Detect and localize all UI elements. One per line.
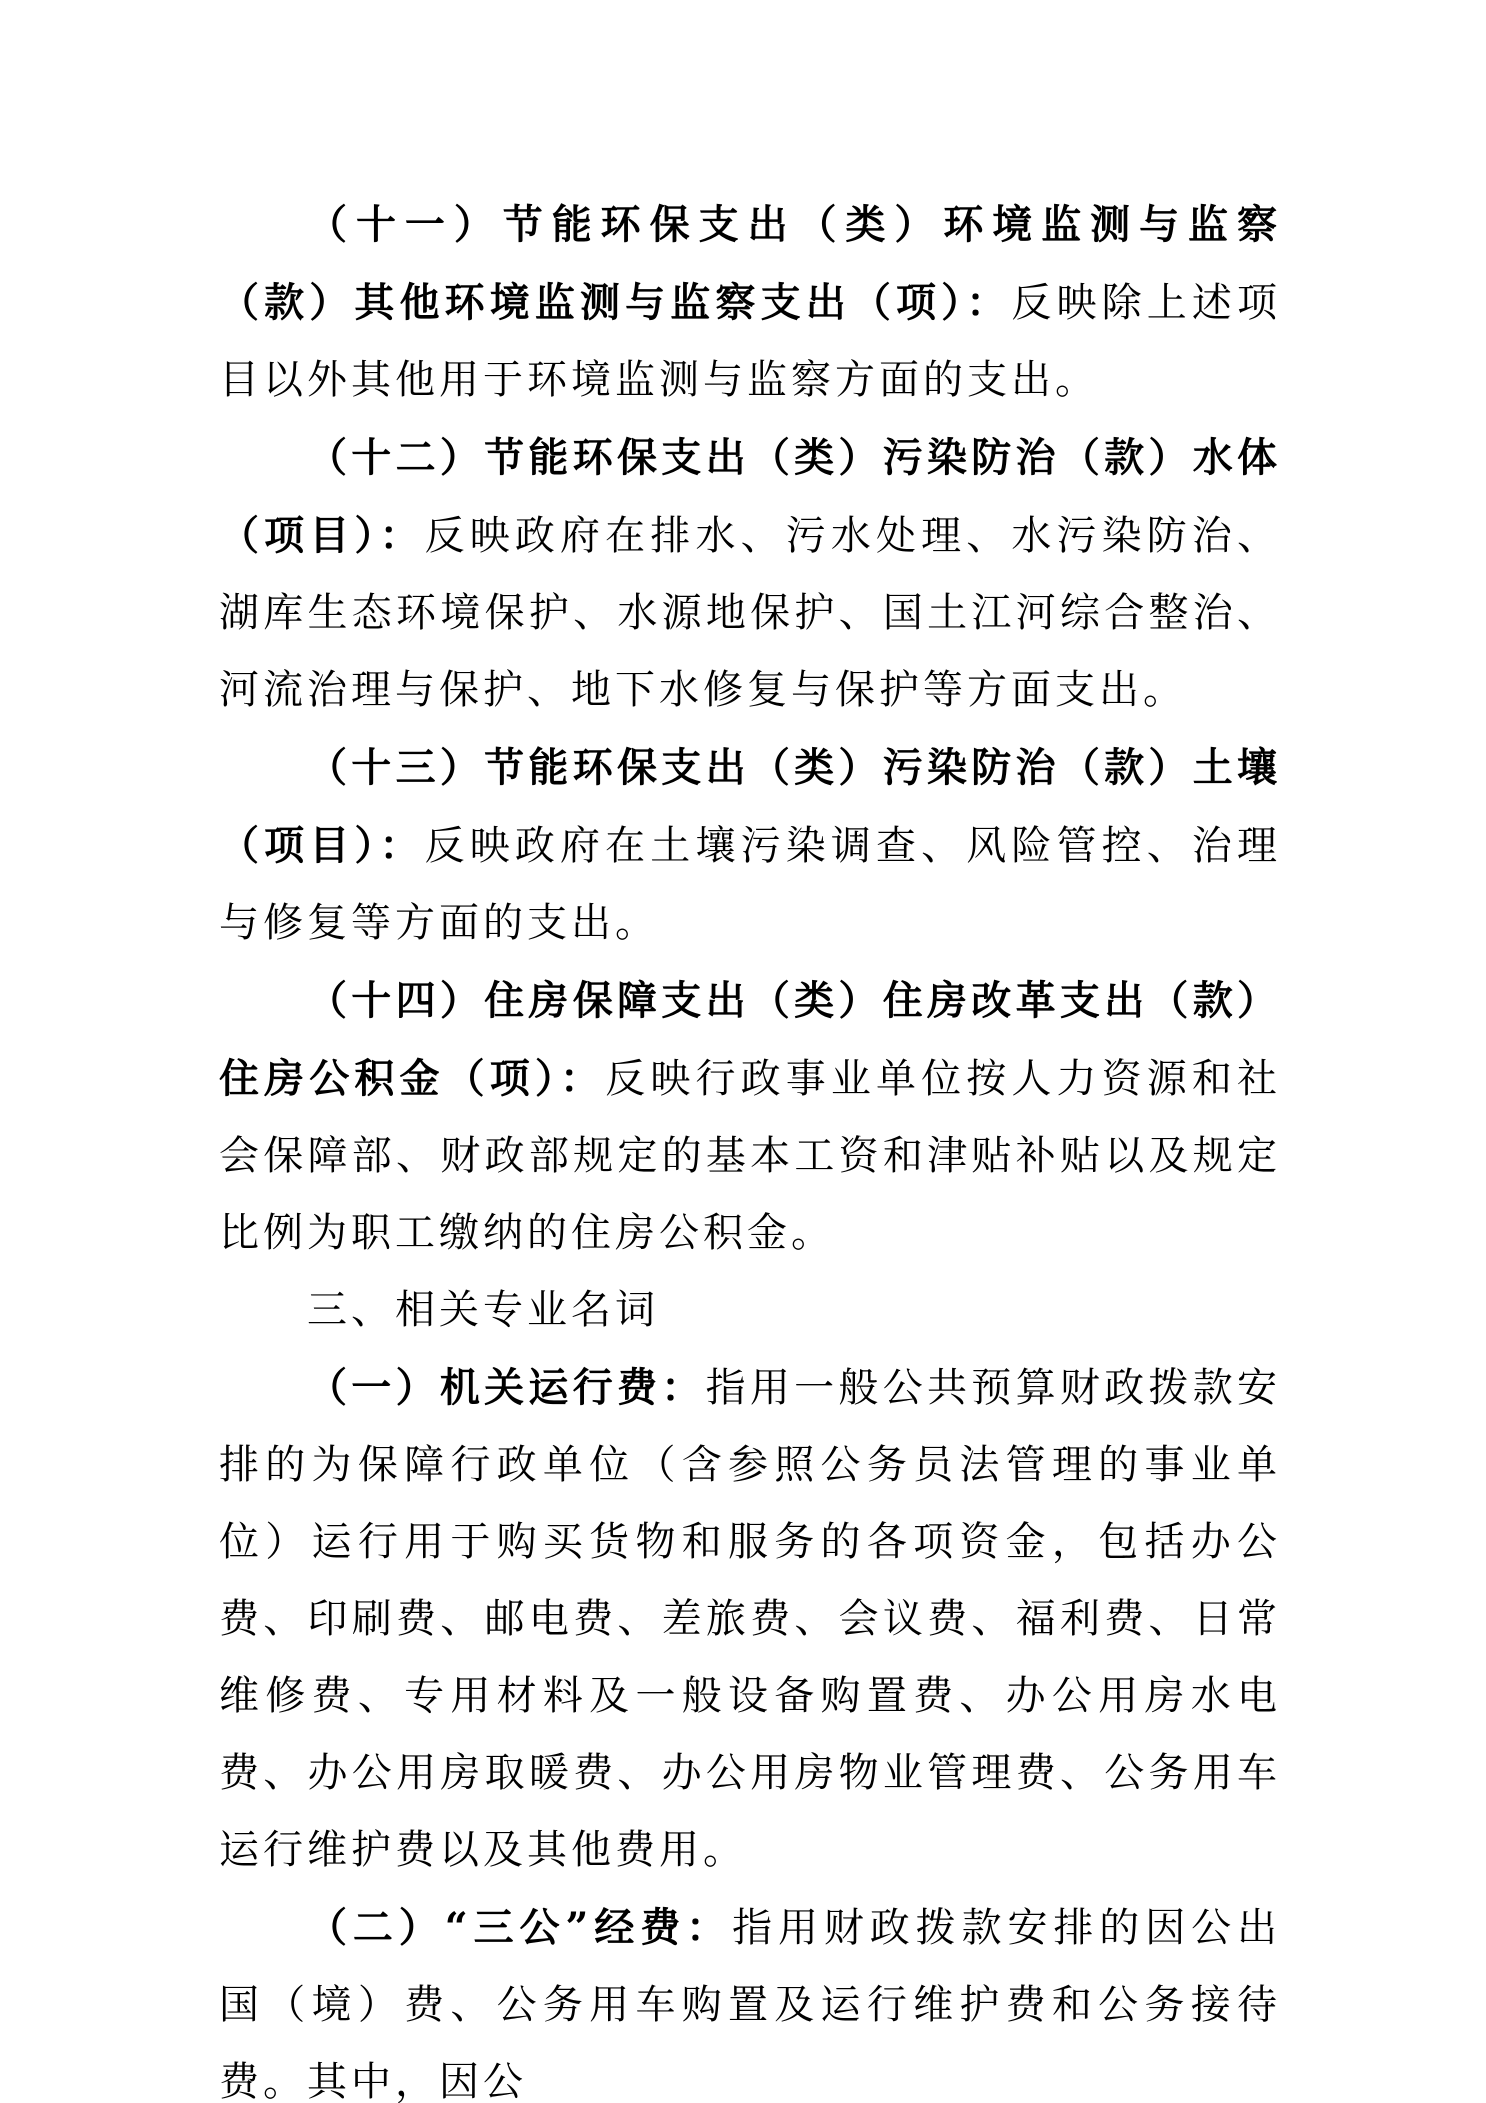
paragraph bbox=[219, 729, 1281, 962]
term-label-text: （二）“三公”经费： bbox=[307, 1904, 733, 1951]
body-text: 反映除上述项目以外其他用于环境监测与监察方面的支出。 bbox=[219, 280, 1282, 403]
body-text: 反映政府在排水、污水处理、水污染防治、湖库生态环境保护、水源地保护、国土江河综合整治、河流治理与保护、地下水修复与保护等方面支出。 bbox=[219, 513, 1282, 713]
term-label-text: （十一）节能环保支出（类）环境监测与监察（款）其他环境监测与监察支出（项）： bbox=[219, 201, 1281, 326]
term-label-text: （一）机关运行费： bbox=[307, 1364, 706, 1411]
body-text: 反映政府在土壤污染调查、风险管控、治理与修复等方面的支出。 bbox=[219, 823, 1282, 946]
paragraph bbox=[219, 186, 1281, 419]
paragraph bbox=[219, 1349, 1281, 1889]
term-label-text: （十二）节能环保支出（类）污染防治（款）水体（项目）： bbox=[219, 434, 1281, 559]
term-label-text: （十四）住房保障支出（类）住房改革支出（款）住房公积金（项）： bbox=[219, 977, 1281, 1102]
document-content bbox=[219, 186, 1281, 2103]
paragraph bbox=[219, 419, 1281, 729]
body-text: 三、相关专业名词 bbox=[307, 1287, 659, 1333]
body-text: 反映行政事业单位按人力资源和社会保障部、财政部规定的基本工资和津贴补贴以及规定比例为职工缴纳的住房公积金。 bbox=[219, 1056, 1282, 1256]
paragraph bbox=[219, 1272, 1281, 1349]
paragraph bbox=[219, 962, 1281, 1272]
body-text: 指用一般公共预算财政拨款安排的为保障行政单位（含参照公务员法管理的事业单位）运行用于购买货物和服务的各项资金，包括办公费、印刷费、邮电费、差旅费、会议费、福利费、日常维修费、专用材料及一般设备购置费、办公用房水电费、办公用房取暖费、办公用房物业管理费、公务用车运行维护费以及其他费用。 bbox=[219, 1365, 1282, 1873]
paragraph bbox=[219, 1889, 1281, 2103]
body-text: 指用财政拨款安排的因公出国（境）费、公务用车购置及运行维护费和公务接待费。其中，因公 bbox=[219, 1905, 1282, 2103]
term-label-text: （十三）节能环保支出（类）污染防治（款）土壤（项目）： bbox=[219, 744, 1281, 869]
